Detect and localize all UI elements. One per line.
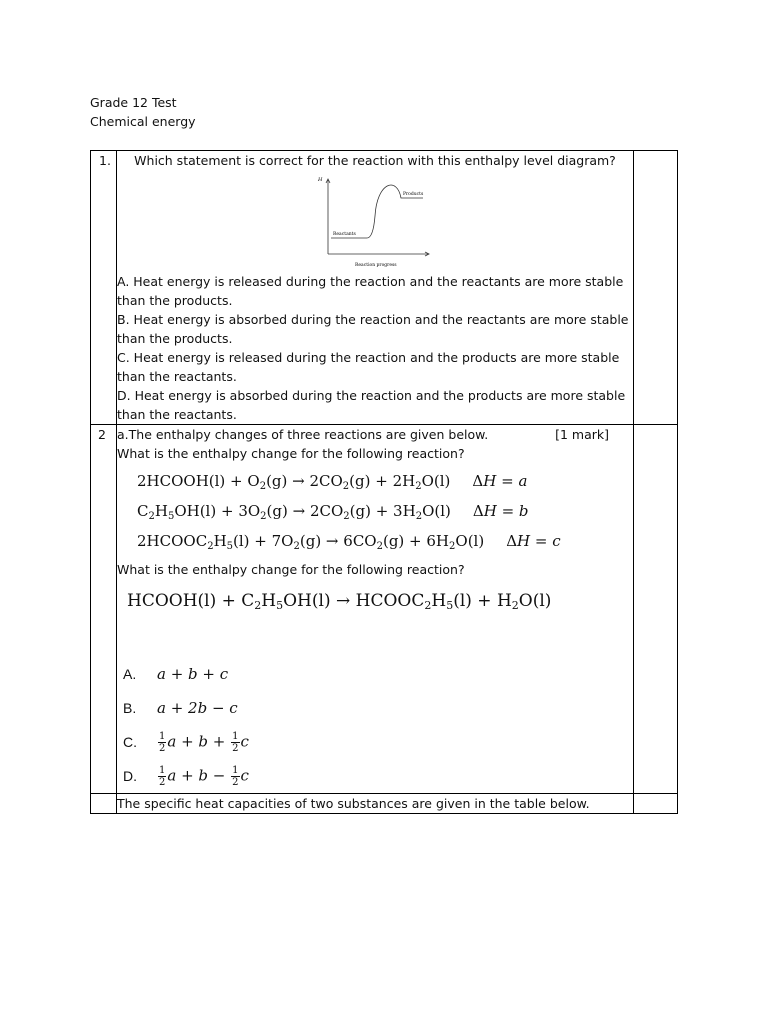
answer-b: [123, 691, 633, 725]
answer-d: [123, 759, 633, 793]
question-row-3: [91, 794, 678, 814]
test-topic: Chemical energy: [90, 114, 196, 129]
marks-cell: [634, 151, 678, 425]
answer-expression: a + 2b − c: [157, 698, 238, 717]
marks-label: [1 mark]: [555, 427, 609, 442]
option-a: A. Heat energy is released during the reaction and the reactants are more stable than the products.: [117, 274, 624, 308]
question-number: 2: [91, 425, 117, 794]
question-table: [90, 150, 678, 814]
option-d: D. Heat energy is absorbed during the reaction and the products are more stable than the reactants.: [117, 388, 626, 422]
question-content: [117, 151, 634, 425]
answer-label: B.: [123, 699, 137, 716]
marks-cell: [634, 794, 678, 814]
reactants-label: Reactants: [333, 232, 356, 237]
marks-cell: [634, 425, 678, 794]
answer-expression: $\frac{1}{2}$ a + b − $\frac{1}{2}$ c: [159, 764, 249, 788]
answer-label: D.: [123, 767, 137, 784]
question-prompt-repeat: What is the enthalpy change for the following reaction?: [117, 562, 465, 577]
question-content: [117, 425, 634, 794]
answer-expression: $\frac{1}{2}$ a + b + $\frac{1}{2}$ c: [159, 730, 249, 754]
answer-a: [123, 657, 633, 691]
answer-label: A.: [123, 665, 137, 682]
test-title: Grade 12 Test: [90, 95, 177, 110]
equation-2: $C_2H_5OH(l) + 3O_2(g) \to 2CO_2(g) + 3H_2O(l) \Delta H = b$: [137, 502, 529, 522]
equation-3: $2HCOOC_2H_5(l) + 7O_2(g) \to 6CO_2(g) + 6H_2O(l) \Delta H = c$: [137, 532, 561, 552]
question-row-1: [91, 151, 678, 425]
question-number: [91, 794, 117, 814]
document-header: [90, 93, 196, 131]
x-axis-label: Reaction progress: [355, 263, 397, 268]
answer-expression: a + b + c: [157, 664, 229, 683]
question-prompt: Which statement is correct for the reaction with this enthalpy level diagram?: [134, 153, 616, 168]
option-c: C. Heat energy is released during the reaction and the products are more stable than the reactants.: [117, 350, 620, 384]
question-content: The specific heat capacities of two substances are given in the table below.: [117, 794, 634, 814]
enthalpy-level-diagram: [315, 172, 435, 268]
question-number: 1.: [91, 151, 117, 425]
question-intro: a.The enthalpy changes of three reactions are given below.: [117, 427, 489, 442]
question-row-2: [91, 425, 678, 794]
equation-1: 2HCOOH(l) + $O_2(g) \to 2CO_2(g) + 2H_2O(l) \Delta H = a$: [137, 472, 528, 492]
answer-c: [123, 725, 633, 759]
target-equation: HCOOH(l) + $C_2H_5OH(l)$ → $HCOOC_2H_5(l) + H_2O(l)$: [127, 591, 552, 612]
y-axis-label: H: [318, 177, 323, 183]
question-prompt: What is the enthalpy change for the following reaction?: [117, 446, 465, 461]
option-b: B. Heat energy is absorbed during the reaction and the reactants are more stable than the products.: [117, 312, 629, 346]
products-label: Products: [403, 192, 424, 197]
answer-label: C.: [123, 733, 137, 750]
